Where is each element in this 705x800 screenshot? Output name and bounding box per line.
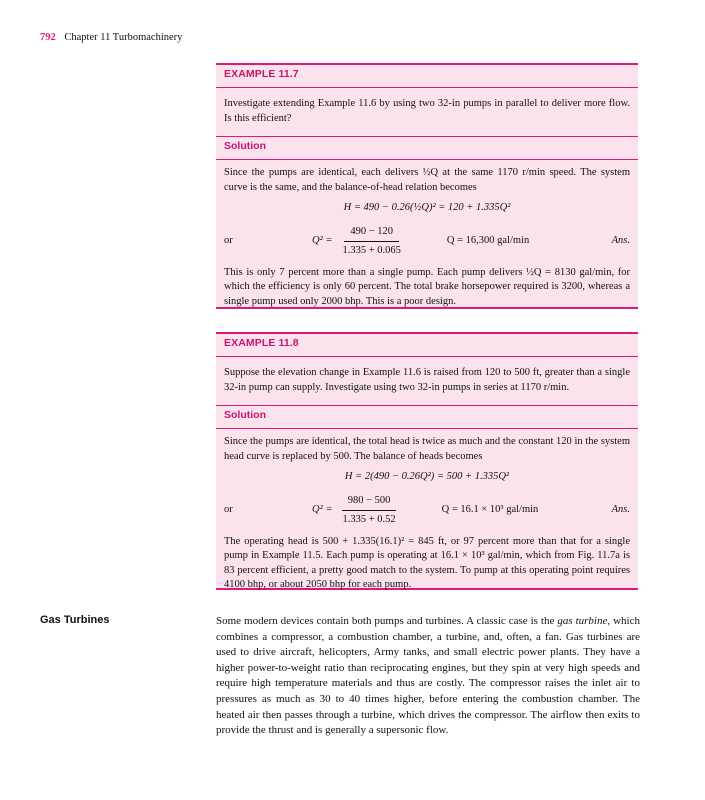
section-paragraph [216,614,640,739]
equation-row [224,491,630,531]
fraction-numerator: 980 − 500 [342,494,397,512]
fraction-denominator: 1.335 + 0.52 [342,514,396,525]
equation-lhs: Q² = [312,235,333,247]
paragraph-text-b: which combines a compressor, a combustion chamber, a turbine, and, often, a fan. Gas turbines are used to drive aircraft, helicopters, Army tanks, and small electric power plants. They have a higher power-to-weight ratio than reciprocating engines, but they spin at very high speeds and require high temperature materials and thus are costly. The compressor raises the inlet air to pressures as much as 30 to 40 times higher, before entering the combustion chamber. The heated air then passes through a turbine, which drives the compressor. The airflow then exits to provide the thrust and is generally a supersonic flow. [216,615,640,737]
solution-para-1: Since the pumps are identical, each delivers ½Q at the same 1170 r/min speed. The system curve is the same, and the balance-of-head relation becomes [224,167,630,193]
answer-mark: Ans. [611,504,630,516]
fraction-denominator: 1.335 + 0.065 [342,245,401,256]
equation-or: or [224,504,233,516]
section-heading: Gas Turbines [40,614,110,626]
equation-result: Q = 16,300 gal/min [446,235,530,247]
fraction [336,494,401,528]
equation-lhs: Q² = [312,504,333,516]
paragraph-emphasis: gas turbine, [557,615,611,627]
chapter-title: Chapter 11 Turbomachinery [64,32,183,43]
paragraph-text-a: Some modern devices contain both pumps and turbines. A classic case is the [216,615,558,627]
solution-para-1: Since the pumps are identical, the total head is twice as much and the constant 120 in the system head curve is replaced by 500. The balance of heads becomes [224,436,630,462]
example-problem: Suppose the elevation change in Example 11.6 is raised from 120 to 500 ft, greater than a single 32-in pump can supply. Investigate using two 32-in pumps in series at 1170 r/min. [224,367,630,393]
example-11-7-box [216,63,638,309]
equation-or: or [224,235,233,247]
example-title: EXAMPLE 11.7 [216,65,638,88]
fraction-numerator: 490 − 120 [344,225,399,243]
example-11-8-box [216,332,638,590]
equation-result: Q = 16.1 × 10³ gal/min [441,504,539,516]
example-title: EXAMPLE 11.8 [216,334,638,357]
solution-label: Solution [216,136,638,160]
equation-balance: H = 490 − 0.26(½Q)² = 120 + 1.335Q² [343,202,511,213]
solution-label: Solution [216,405,638,429]
solution-body [216,429,638,601]
equation-balance: H = 2(490 − 0.26Q²) = 500 + 1.335Q² [344,471,510,482]
solution-para-2: The operating head is 500 + 1.335(16.1)² = 845 ft, or 97 percent more than that for a single pump in Example 11.5. Each pump is operating at 16.1 × 10³ gal/min, which from Fig. 11.7a is 83 percent efficient, a pretty good match to the system. To pump at this operating point requires 4100 bhp, or about 2050 bhp for each pump. [224,535,630,590]
page-header [40,32,182,43]
solution-para-2: This is only 7 percent more than a single pump. Each pump delivers ½Q = 8130 gal/min, for which the efficiency is only 60 percent. The total brake horsepower required is 3200, whereas a single pump used only 2000 bhp. This is a poor design. [224,266,630,307]
equation-fraction [312,494,402,528]
example-problem: Investigate extending Example 11.6 by using two 32-in pumps in parallel to deliver more flow. Is this efficient? [224,98,630,124]
page-number: 792 [40,32,56,43]
solution-body [216,160,638,317]
equation-row [224,222,630,262]
answer-mark: Ans. [611,235,630,247]
equation-fraction [312,225,407,259]
fraction [336,225,406,259]
